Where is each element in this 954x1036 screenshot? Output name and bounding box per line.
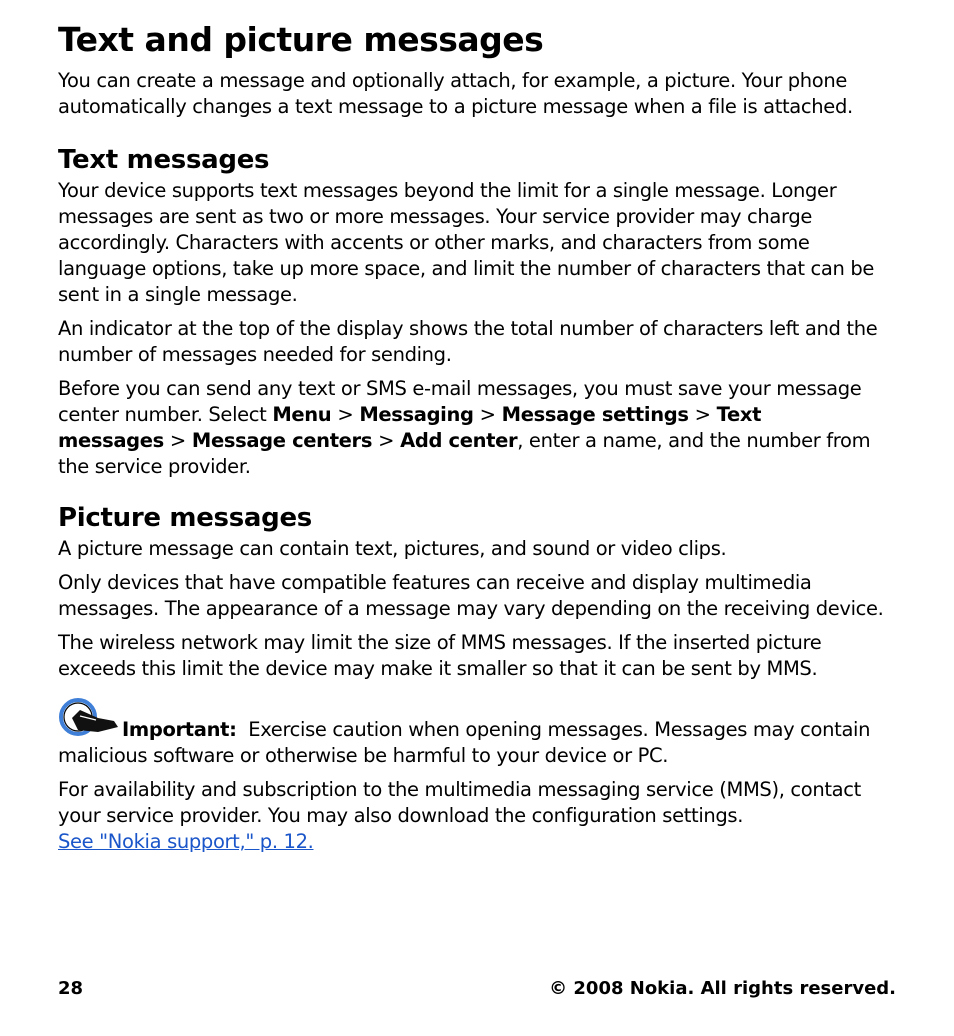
mms-availability-text: For availability and subscription to the multimedia messaging service (MMS), contact your service provider. You may also download the configuration settings. <box>58 778 861 827</box>
p3-lead: Before you can send any text or SMS e-mail messages, you must save your message center number. Select <box>58 377 862 426</box>
text-messages-section <box>58 144 898 480</box>
page-number: 28 <box>58 978 84 999</box>
intro-paragraph: You can create a message and optionally attach, for example, a picture. Your phone automatically changes a text message to a picture message when a file is attached. <box>58 69 853 118</box>
menu-path-add-center: Add center <box>400 429 518 452</box>
text-messages-paragraph-2: An indicator at the top of the display shows the total number of characters left and the number of messages needed for sending. <box>58 317 878 366</box>
copyright-notice: © 2008 Nokia. All rights reserved. <box>549 978 896 999</box>
text-messages-paragraph-3 <box>58 376 898 480</box>
important-hand-icon <box>58 696 120 740</box>
picture-messages-paragraph-1: A picture message can contain text, pictures, and sound or video clips. <box>58 537 727 560</box>
page-title: Text and picture messages <box>58 20 544 59</box>
text-messages-paragraph-1: Your device supports text messages beyond the limit for a single message. Longer messages are sent as two or more messages. Your service provider may charge accordingly. Characters with accents or other marks, and characters from some language options, take up more space, and limit the number of characters that can be sent in a single message. <box>58 179 875 306</box>
picture-messages-paragraph-3: The wireless network may limit the size of MMS messages. If the inserted picture exceeds this limit the device may make it smaller so that it can be sent by MMS. <box>58 631 822 680</box>
path-separator: > <box>169 429 186 452</box>
menu-path-messaging: Messaging <box>359 403 474 426</box>
picture-messages-section <box>58 502 898 855</box>
menu-path-message-settings: Message settings <box>501 403 689 426</box>
path-separator: > <box>479 403 496 426</box>
picture-messages-paragraph-2: Only devices that have compatible features can receive and display multimedia messages. The appearance of a message may vary depending on the receiving device. <box>58 571 884 620</box>
path-separator: > <box>694 403 711 426</box>
note-label: Important: <box>122 718 237 741</box>
menu-path-message-centers: Message centers <box>191 429 373 452</box>
path-separator: > <box>378 429 395 452</box>
picture-messages-paragraph-4 <box>58 777 898 855</box>
important-note <box>58 696 898 769</box>
document-page <box>58 18 898 863</box>
p3-tail: , enter a name, and the number from the service provider. <box>58 429 871 478</box>
path-separator: > <box>337 403 354 426</box>
section-heading-text-messages: Text messages <box>58 145 270 175</box>
section-heading-picture-messages: Picture messages <box>58 503 312 533</box>
menu-path-text-messages: Text messages <box>58 403 762 452</box>
note-text: Exercise caution when opening messages. Messages may contain malicious software or otherwise be harmful to your device or PC. <box>58 718 871 767</box>
menu-path-menu: Menu <box>272 403 332 426</box>
nokia-support-link[interactable]: See "Nokia support," p. 12. <box>58 830 314 853</box>
